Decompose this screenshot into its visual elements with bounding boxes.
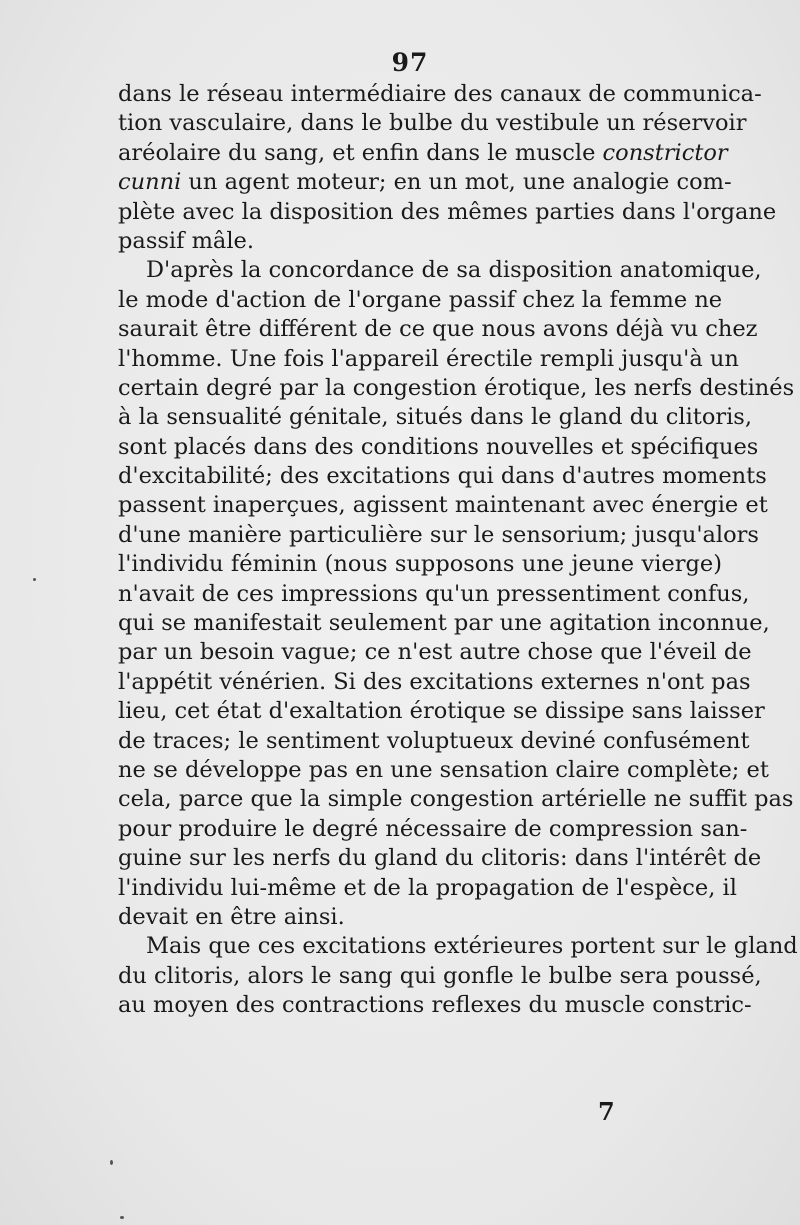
text-line: n'avait de ces impressions qu'un pressentiment confus,: [118, 580, 750, 607]
text-line: saurait être différent de ce que nous avons déjà vu chez: [118, 316, 758, 343]
text-line: d'excitabilité; des excitations qui dans d'autres moments: [118, 463, 767, 490]
text-line: l'homme. Une fois l'appareil érectile rempli jusqu'à un: [118, 345, 739, 372]
text-line: Mais que ces excitations extérieures portent sur le gland: [146, 933, 798, 960]
paragraph-1: [118, 80, 777, 256]
text-line: cela, parce que la simple congestion artérielle ne suffit pas: [118, 786, 794, 813]
text-line: passent inaperçues, agissent maintenant avec énergie et: [118, 492, 768, 519]
page-number: 97: [391, 48, 429, 77]
text-line: au moyen des contractions reflexes du muscle constric-: [118, 992, 752, 1019]
text-line: pour produire le degré nécessaire de compression san-: [118, 815, 748, 842]
body-text: [118, 80, 798, 1021]
text-line: dans le réseau intermédiaire des canaux de communica-: [118, 81, 762, 107]
text-line: ne se développe pas en une sensation claire complète; et: [118, 756, 769, 783]
text-line: guine sur les nerfs du gland du clitoris: dans l'intérêt de: [118, 845, 762, 872]
text-line: par un besoin vague; ce n'est autre chose que l'éveil de: [118, 639, 752, 666]
text-line: l'appétit vénérien. Si des excitations externes n'ont pas: [118, 668, 751, 695]
text-line: l'individu lui-même et de la propagation de l'espèce, il: [118, 874, 737, 901]
text-line: à la sensualité génitale, situés dans le gland du clitoris,: [118, 404, 753, 431]
text-line: du clitoris, alors le sang qui gonfle le bulbe sera poussé,: [118, 962, 762, 989]
text-line: aréolaire du sang, et enfin dans le muscle constrictor: [118, 139, 728, 166]
text-line: passif mâle.: [118, 227, 254, 254]
text-line: d'une manière particulière sur le sensorium; jusqu'alors: [118, 521, 759, 548]
text-line: tion vasculaire, dans le bulbe du vestibule un réservoir: [118, 110, 747, 137]
text-line: qui se manifestait seulement par une agitation inconnue,: [118, 610, 770, 637]
text-line: de traces; le sentiment voluptueux deviné confusément: [118, 727, 750, 754]
paragraph-2: [118, 256, 795, 932]
text-line: devait en être ainsi.: [118, 903, 345, 930]
text-line: D'après la concordance de sa disposition anatomique,: [146, 257, 762, 284]
text-line: sont placés dans des conditions nouvelles et spécifiques: [118, 433, 759, 460]
paper-speck: [120, 1216, 124, 1219]
text-line: le mode d'action de l'organe passif chez la femme ne: [118, 286, 723, 313]
text-line: l'individu féminin (nous supposons une jeune vierge): [118, 551, 722, 578]
text-line: plète avec la disposition des mêmes parties dans l'organe: [118, 198, 777, 225]
paragraph-3: [118, 932, 798, 1020]
paper-speck: [110, 1160, 113, 1165]
text-line: cunni un agent moteur; en un mot, une analogie com-: [118, 169, 732, 196]
text-line: certain degré par la congestion érotique, les nerfs destinés: [118, 374, 795, 401]
paper-speck: [33, 578, 36, 581]
text-line: lieu, cet état d'exaltation érotique se dissipe sans laisser: [118, 698, 765, 725]
signature-mark: 7: [598, 1097, 615, 1126]
